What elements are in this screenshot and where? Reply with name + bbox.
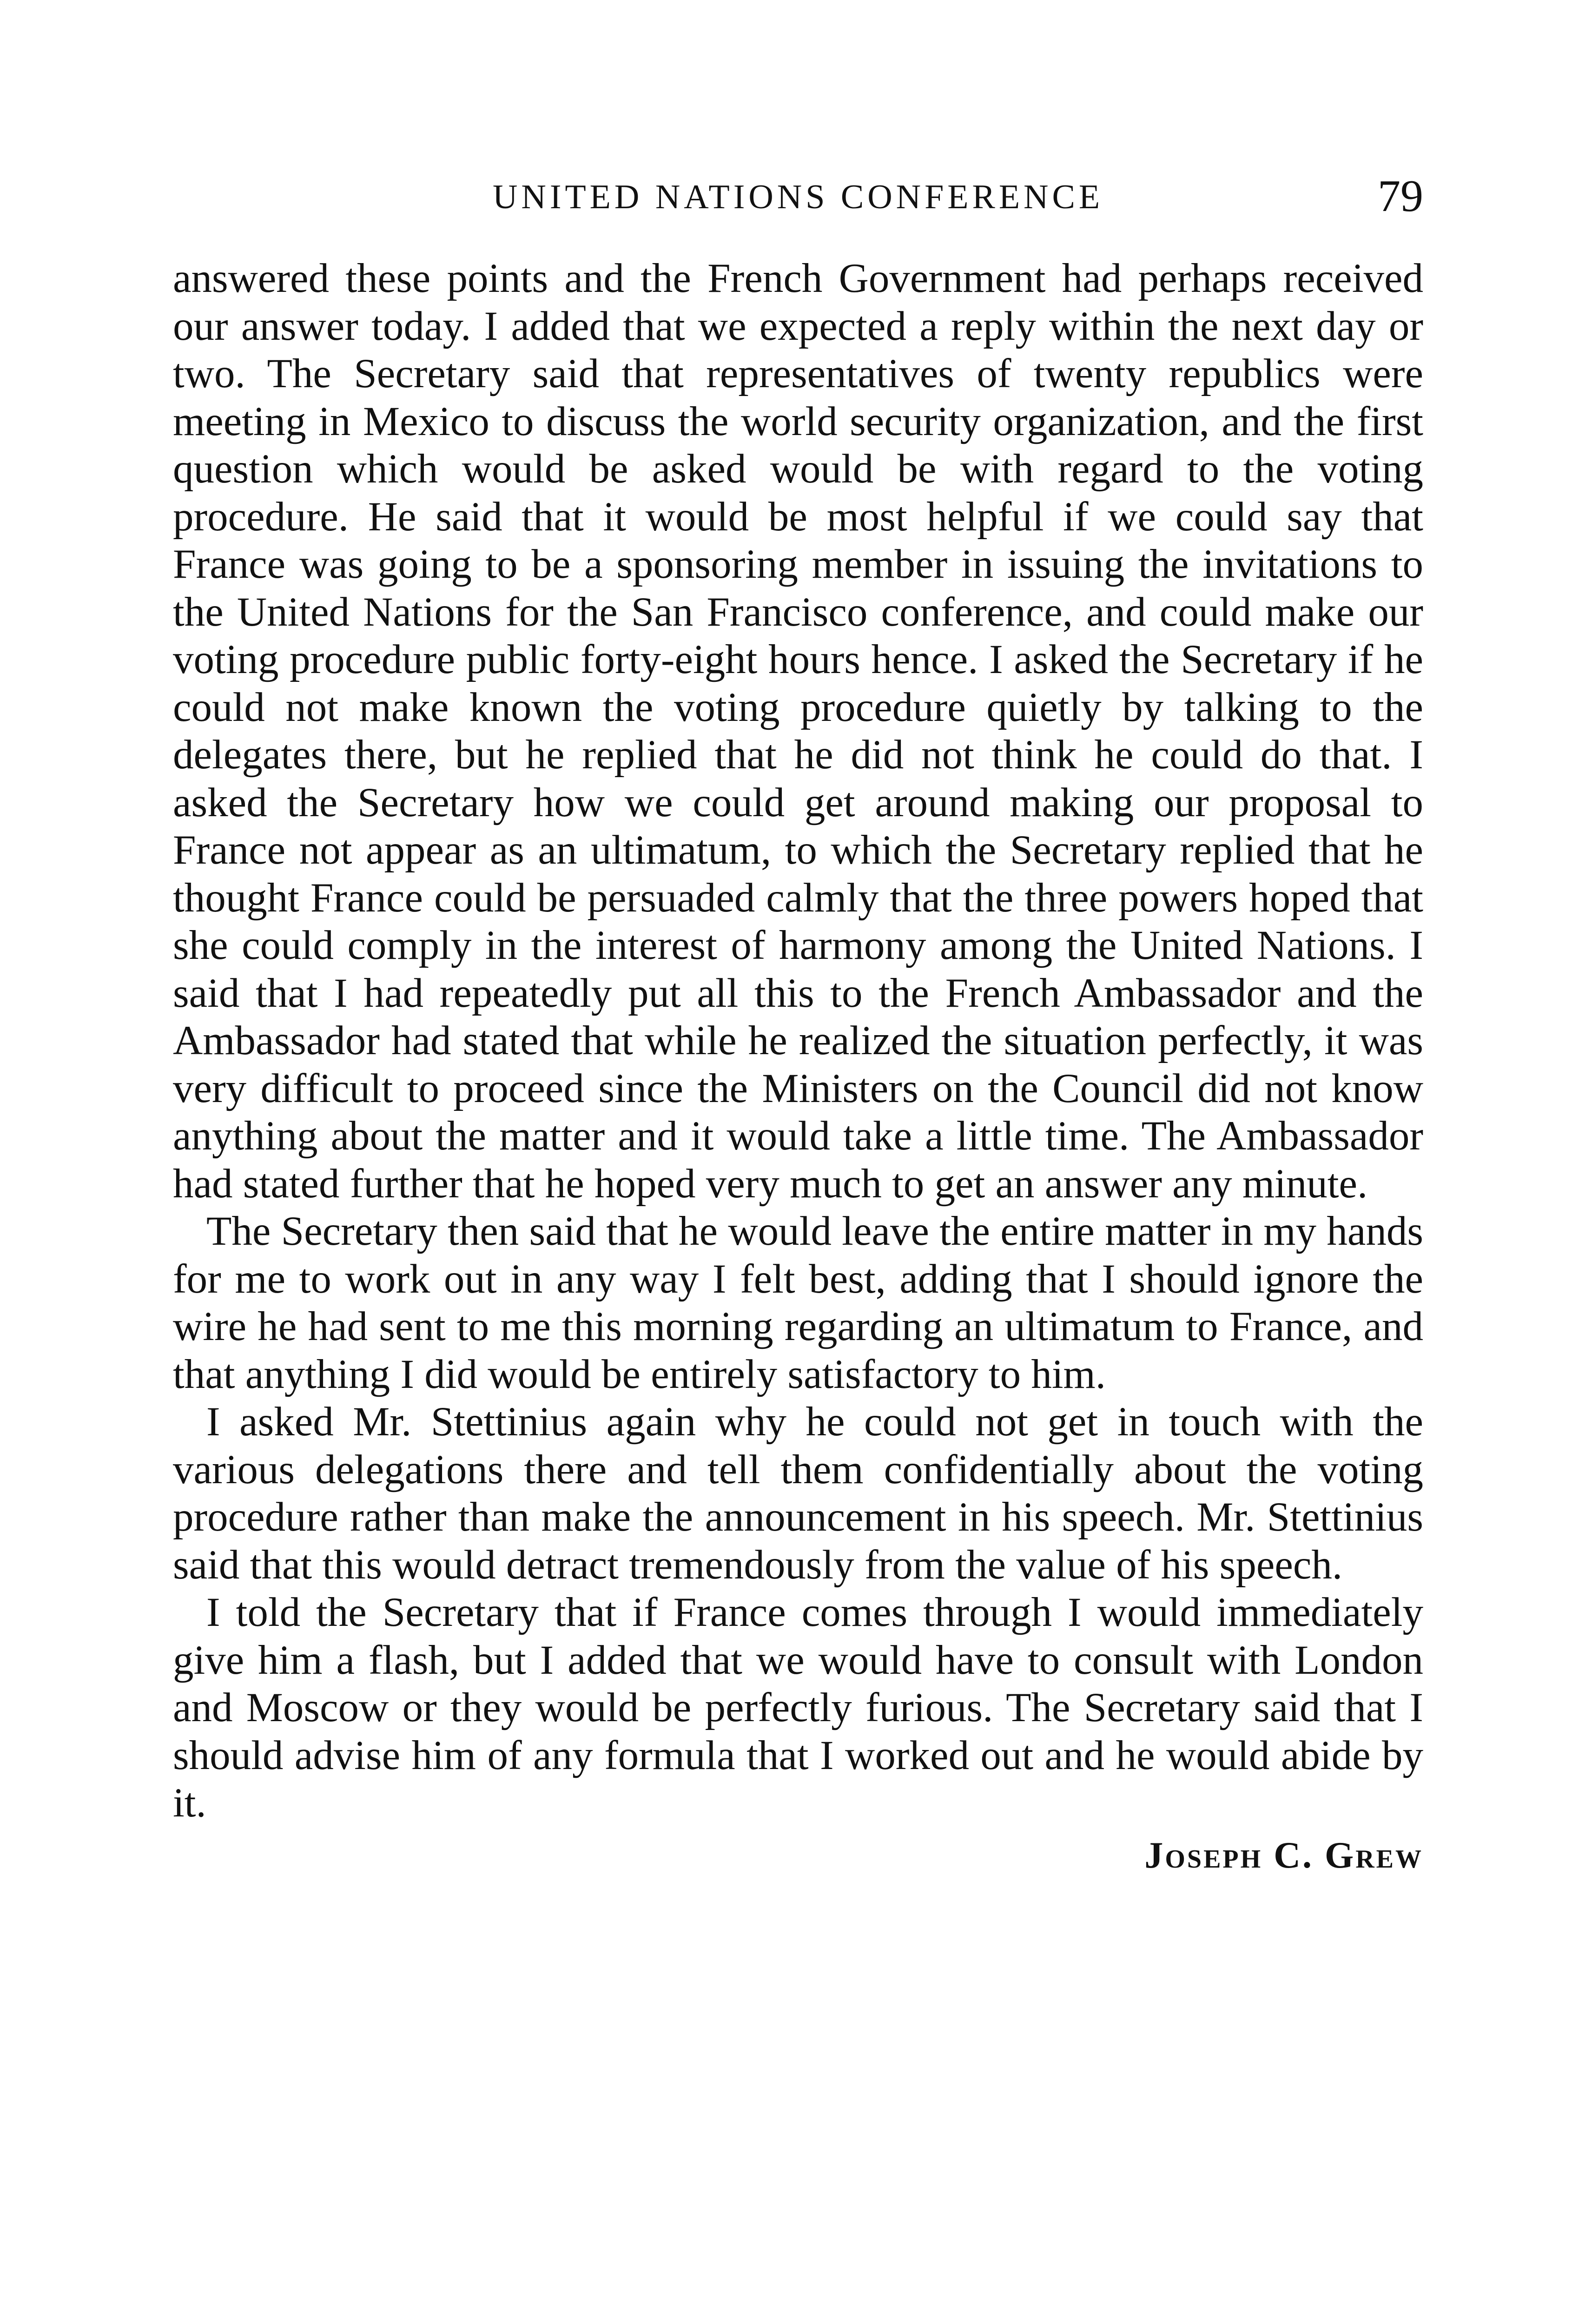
running-header [173, 173, 1423, 229]
paragraph-2: The Secretary then said that he would leave the entire matter in my hands for me to work out in any way I felt best, adding that I should ignore the wire he had sent to me this morning regarding an ultimatum to France, and that anything I did would be entirely satisfactory to him. [173, 1208, 1423, 1397]
running-title: UNITED NATIONS CONFERENCE [492, 178, 1104, 216]
page-number: 79 [1378, 171, 1423, 221]
paragraph-3: I asked Mr. Stettinius again why he could not get in touch with the various delegations there and tell them confidentially about the voting procedure rather than make the announcement in his speech. Mr. Stettinius said that this would detract tremendously from the value of his speech. [173, 1399, 1423, 1588]
signature: Joseph C. Grew [1144, 1835, 1423, 1876]
body-text [173, 255, 1423, 1881]
paragraph-4: I told the Secretary that if France comes through I would immediately give him a flash, but I added that we would have to consult with London and Moscow or they would be perfectly furious. The Secretary said that I should advise him of any formula that I worked out and he would abide by it. [173, 1590, 1423, 1826]
paragraph-1: answered these points and the French Government had perhaps received our answer today. I added that we expected a reply within the next day or two. The Secretary said that representatives of twenty republics were meeting in Mexico to discuss the world security organization, and the first question which would be asked would be with regard to the voting procedure. He said that it would be most helpful if we could say that France was going to be a sponsoring member in issuing the invitations to the United Nations for the San Francisco conference, and could make our voting procedure public forty-eight hours hence. I asked the Secretary if he could not make known the voting procedure quietly by talking to the delegates there, but he replied that he did not think he could do that. I asked the Secretary how we could get around making our proposal to France not appear as an ultimatum, to which the Secretary replied that he thought France could be persuaded calmly that the three powers hoped that she could comply in the interest of harmony among the United Nations. I said that I had repeatedly put all this to the French Ambassador and the Ambassador had stated that while he realized the situation perfectly, it was very difficult to proceed since the Ministers on the Council did not know anything about the matter and it would take a little time. The Ambassador had stated further that he hoped very much to get an answer any minute. [173, 256, 1423, 1207]
